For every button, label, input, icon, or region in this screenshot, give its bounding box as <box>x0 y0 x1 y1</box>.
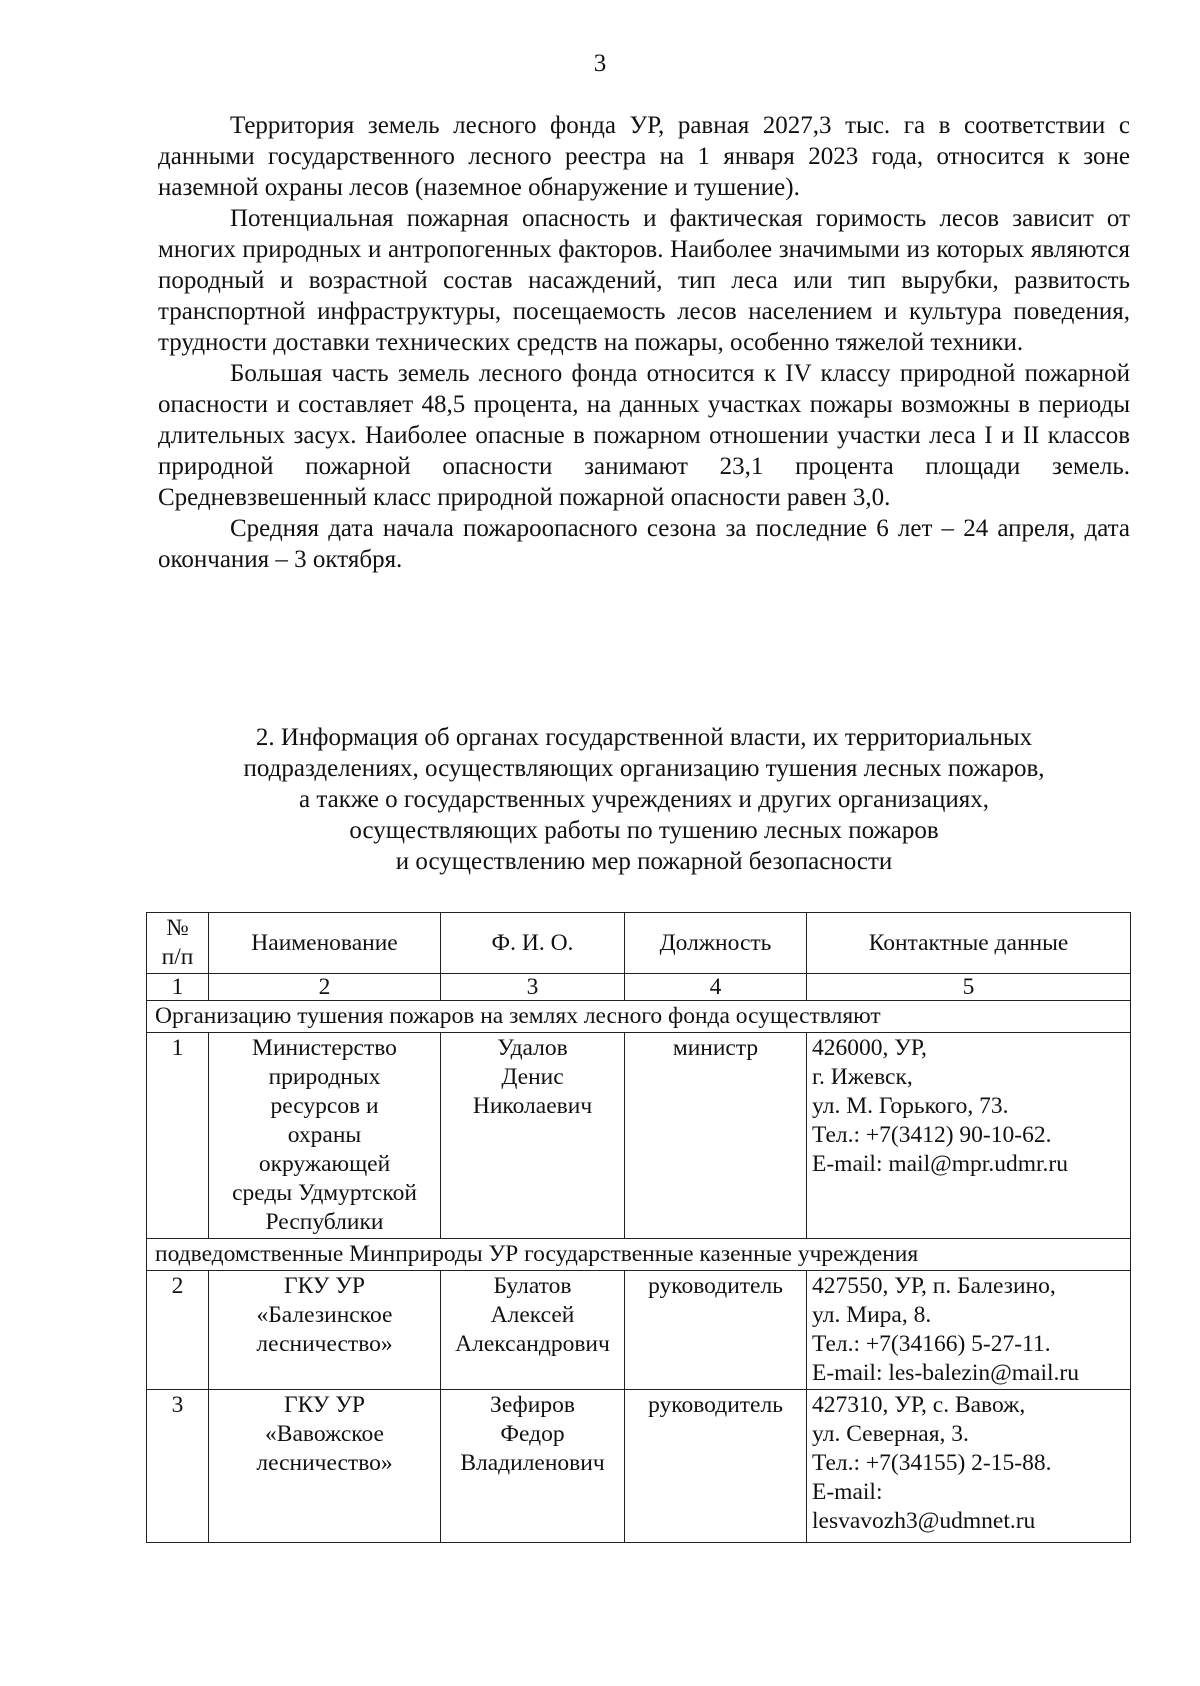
row-contact-line: 427550, УР, п. Балезино, <box>812 1273 1056 1299</box>
header-position: Должность <box>625 913 807 974</box>
paragraph: Средняя дата начала пожароопасного сезона за последние 6 лет – 24 апреля, дата окончания – 3 октября. <box>158 515 1130 573</box>
row-name <box>209 1033 441 1239</box>
header-number-line: п/п <box>161 944 194 970</box>
row-position: министр <box>625 1033 807 1239</box>
row-contact-line: ул. М. Горького, 73. <box>812 1093 1009 1119</box>
column-number: 3 <box>441 974 625 1001</box>
row-name-line: ресурсов и <box>270 1093 379 1119</box>
row-name-line: Министерство <box>252 1035 397 1061</box>
row-fio-line: Федор <box>500 1421 565 1447</box>
row-fio-line: Удалов <box>497 1035 568 1061</box>
row-name-line: ГКУ УР <box>283 1392 365 1418</box>
row-name-line: лесничество» <box>256 1450 393 1476</box>
row-name-line: среды Удмуртской <box>232 1180 417 1206</box>
row-contact-line: ул. Северная, 3. <box>812 1421 969 1447</box>
row-name <box>209 1271 441 1390</box>
section-heading-line: осуществляющих работы по тушению лесных пожаров <box>349 817 939 844</box>
paragraph: Территория земель лесного фонда УР, равная 2027,3 тыс. га в соответствии с данными государственного лесного реестра на 1 января 2023 года, относится к зоне наземной охраны лесов (наземное обнаружение и тушение). <box>158 112 1130 201</box>
row-fio-line: Зефиров <box>490 1392 575 1418</box>
row-contact-line: E-mail: les-balezin@mail.ru <box>812 1360 1079 1386</box>
row-contact-line: E-mail: mail@mpr.udmr.ru <box>812 1151 1068 1177</box>
group-row <box>147 1239 1131 1271</box>
table-header-row <box>147 913 1131 974</box>
row-number: 2 <box>147 1271 209 1390</box>
row-contact-line: Тел.: +7(3412) 90-10-62. <box>812 1122 1052 1148</box>
table-body <box>147 1001 1131 1543</box>
row-name-line: окружающей <box>258 1151 391 1177</box>
paragraph: Большая часть земель лесного фонда относится к IV классу природной пожарной опасности и составляет 48,5 процента, на данных участках пожары возможны в периоды длительных засух. Наиболее опасные в пожарном отношении участки леса I и II классов природной пожарной опасности занимают 23,1 процента площади земель. Средневзвешенный класс природной пожарной опасности равен 3,0. <box>158 360 1130 511</box>
column-number: 1 <box>147 974 209 1001</box>
row-name-line: Республики <box>265 1209 384 1235</box>
section-heading <box>158 722 1130 877</box>
page-number: 3 <box>593 50 607 77</box>
section-heading-line: а также о государственных учреждениях и других организациях, <box>299 786 989 813</box>
header-number-line: № <box>166 915 189 941</box>
group-title: подведомственные Минприроды УР государственные казенные учреждения <box>147 1239 1131 1271</box>
row-contacts <box>807 1271 1131 1390</box>
header-fio: Ф. И. О. <box>441 913 625 974</box>
section-heading-line: 2. Информация об органах государственной власти, их территориальных <box>255 724 1033 751</box>
row-contact-line: Тел.: +7(34155) 2-15-88. <box>812 1450 1052 1476</box>
row-fio <box>441 1271 625 1390</box>
column-numbers-row <box>147 974 1131 1001</box>
section-heading-line: подразделениях, осуществляющих организацию тушения лесных пожаров, <box>243 755 1045 782</box>
row-contact-line: 427310, УР, с. Вавож, <box>812 1392 1026 1418</box>
group-row <box>147 1001 1131 1033</box>
row-fio-line: Александрович <box>455 1331 610 1357</box>
paragraph: Потенциальная пожарная опасность и фактическая горимость лесов зависит от многих природных и антропогенных факторов. Наиболее значимыми из которых являются породный и возрастной состав насаждений, тип леса или тип вырубки, развитость транспортной инфраструктуры, посещаемость лесов населением и культура поведения, трудности доставки технических средств на пожары, особенно тяжелой техники. <box>158 205 1130 356</box>
row-fio <box>441 1390 625 1543</box>
row-number: 3 <box>147 1390 209 1543</box>
table-row <box>147 1033 1131 1239</box>
row-name <box>209 1390 441 1543</box>
table-row <box>147 1390 1131 1543</box>
row-fio-line: Денис <box>501 1064 564 1090</box>
row-position: руководитель <box>625 1390 807 1543</box>
row-fio-line: Николаевич <box>472 1093 593 1119</box>
row-name-line: «Балезинское <box>256 1302 393 1328</box>
header-contacts: Контактные данные <box>807 913 1131 974</box>
header-name: Наименование <box>209 913 441 974</box>
body-text <box>158 110 1130 575</box>
row-name-line: природных <box>268 1064 381 1090</box>
organizations-table <box>146 912 1131 1543</box>
column-number: 4 <box>625 974 807 1001</box>
row-contact-line: 426000, УР, <box>812 1035 927 1061</box>
row-contact-line: lesvavozh3@udmnet.ru <box>812 1508 1036 1534</box>
group-title: Организацию тушения пожаров на землях лесного фонда осуществляют <box>147 1001 1131 1033</box>
column-number: 2 <box>209 974 441 1001</box>
row-fio <box>441 1033 625 1239</box>
row-contact-line: г. Ижевск, <box>812 1064 913 1090</box>
row-name-line: лесничество» <box>256 1331 393 1357</box>
row-fio-line: Булатов <box>493 1273 572 1299</box>
row-fio-line: Алексей <box>490 1302 575 1328</box>
row-contacts <box>807 1390 1131 1543</box>
row-name-line: «Вавожское <box>265 1421 384 1447</box>
header-number <box>147 913 209 974</box>
row-name-line: охраны <box>287 1122 362 1148</box>
section-heading-line: и осуществлению мер пожарной безопасности <box>395 848 893 875</box>
row-position: руководитель <box>625 1271 807 1390</box>
table-row <box>147 1271 1131 1390</box>
row-contact-line: ул. Мира, 8. <box>812 1302 932 1328</box>
row-contact-line: Тел.: +7(34166) 5-27-11. <box>812 1331 1051 1357</box>
row-contacts <box>807 1033 1131 1239</box>
row-contact-line: E-mail: <box>812 1479 883 1505</box>
row-fio-line: Владиленович <box>460 1450 605 1476</box>
row-number: 1 <box>147 1033 209 1239</box>
row-name-line: ГКУ УР <box>283 1273 365 1299</box>
column-number: 5 <box>807 974 1131 1001</box>
